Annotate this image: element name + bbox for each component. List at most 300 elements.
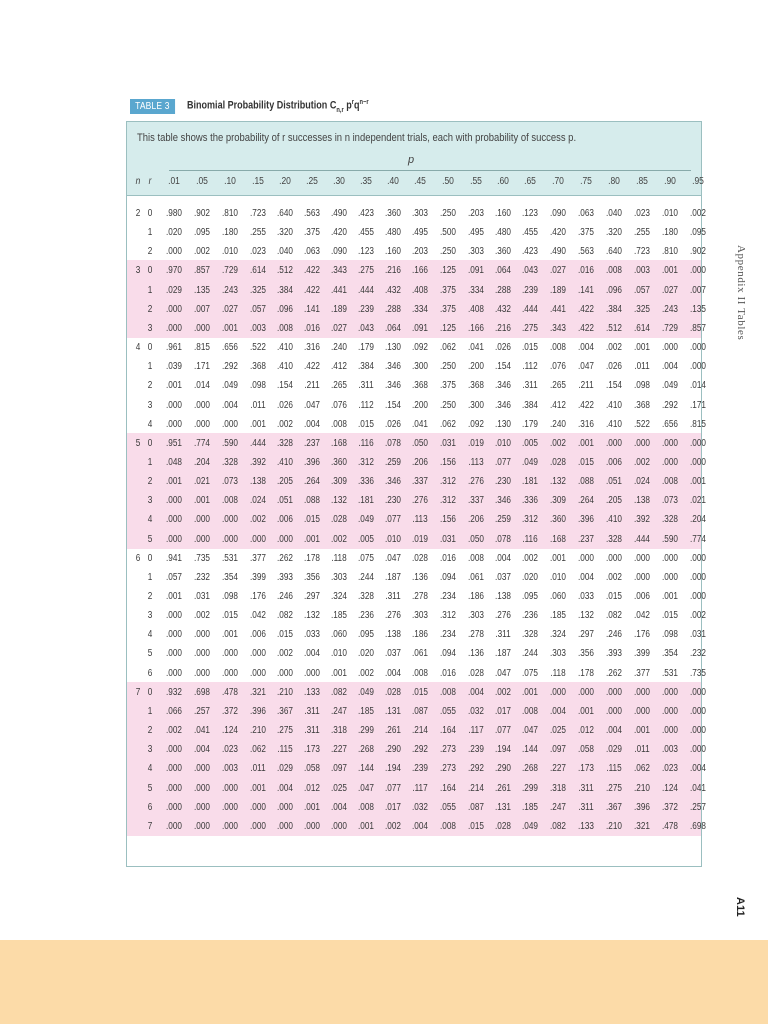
- probability-cell: .000: [194, 648, 210, 660]
- probability-cell: .113: [412, 514, 428, 526]
- probability-cell: .311: [358, 380, 374, 392]
- probability-cell: .563: [304, 208, 320, 219]
- probability-cell: .001: [222, 322, 238, 334]
- probability-cell: .039: [166, 361, 182, 373]
- probability-cell: .278: [412, 591, 428, 602]
- probability-cell: .008: [606, 265, 622, 277]
- probability-cell: .980: [166, 208, 182, 219]
- probability-cell: .393: [277, 571, 293, 583]
- probability-cell: .003: [250, 322, 266, 334]
- probability-cell: .000: [166, 763, 182, 775]
- probability-cell: .002: [690, 208, 706, 219]
- probability-cell: .444: [358, 284, 374, 296]
- probability-cell: .040: [606, 208, 622, 219]
- probability-cell: .001: [250, 418, 266, 430]
- probability-cell: .422: [304, 361, 320, 373]
- probability-cell: .303: [412, 610, 428, 622]
- probability-cell: .124: [662, 782, 678, 794]
- probability-cell: .410: [277, 342, 293, 354]
- probability-cell: .051: [277, 495, 293, 507]
- r-value: 1: [147, 227, 153, 239]
- probability-cell: .275: [358, 265, 374, 277]
- probability-cell: .255: [250, 227, 266, 239]
- probability-cell: .007: [690, 284, 706, 296]
- probability-cell: .000: [690, 437, 706, 449]
- probability-cell: .015: [412, 686, 428, 698]
- probability-cell: .073: [662, 495, 678, 507]
- running-head: Appendix II Tables: [735, 245, 747, 341]
- probability-cell: .091: [468, 265, 484, 277]
- probability-cell: .410: [277, 361, 293, 373]
- probability-cell: .002: [277, 418, 293, 430]
- probability-cell: .180: [662, 227, 678, 239]
- probability-cell: .563: [578, 246, 594, 258]
- probability-cell: .000: [690, 571, 706, 583]
- probability-cell: .171: [690, 399, 706, 411]
- probability-cell: .004: [468, 686, 484, 698]
- probability-cell: .211: [304, 380, 320, 392]
- probability-cell: .303: [412, 208, 428, 219]
- probability-cell: .420: [331, 227, 347, 239]
- probability-cell: .138: [634, 495, 650, 507]
- table-row: [127, 549, 706, 568]
- probability-cell: .041: [194, 725, 210, 737]
- probability-cell: .408: [412, 284, 428, 296]
- probability-cell: .247: [331, 705, 347, 717]
- probability-cell: .131: [385, 705, 401, 717]
- probability-cell: .200: [468, 361, 484, 373]
- probability-cell: .095: [522, 591, 538, 602]
- probability-cell: .423: [358, 208, 374, 219]
- column-header: .25: [306, 176, 318, 187]
- probability-cell: .004: [304, 648, 320, 660]
- probability-cell: .088: [304, 495, 320, 507]
- probability-cell: .422: [578, 303, 594, 315]
- probability-cell: .028: [468, 667, 484, 679]
- probability-cell: .399: [250, 571, 266, 583]
- probability-cell: .000: [166, 801, 182, 813]
- probability-cell: .324: [550, 629, 566, 641]
- probability-cell: .078: [495, 533, 511, 545]
- probability-cell: .090: [331, 246, 347, 258]
- probability-cell: .004: [578, 342, 594, 354]
- probability-cell: .047: [578, 361, 594, 373]
- probability-cell: .017: [495, 705, 511, 717]
- table-row: [127, 300, 706, 319]
- probability-cell: .112: [358, 399, 374, 411]
- probability-cell: .112: [522, 361, 538, 373]
- probability-cell: .010: [331, 648, 347, 660]
- probability-cell: .257: [690, 801, 706, 813]
- probability-cell: .000: [194, 418, 210, 430]
- probability-cell: .168: [550, 533, 566, 545]
- probability-cell: .368: [634, 399, 650, 411]
- probability-cell: .000: [194, 399, 210, 411]
- n-value: 3: [135, 265, 141, 277]
- probability-cell: .321: [250, 686, 266, 698]
- probability-cell: .027: [331, 322, 347, 334]
- probability-cell: .000: [662, 437, 678, 449]
- probability-cell: .334: [412, 303, 428, 315]
- probability-cell: .057: [250, 303, 266, 315]
- table-caption: [130, 97, 408, 115]
- probability-cell: .020: [522, 571, 538, 583]
- probability-cell: .094: [440, 571, 456, 583]
- column-header: .60: [497, 176, 509, 187]
- probability-cell: .312: [440, 610, 456, 622]
- probability-cell: .259: [385, 456, 401, 468]
- probability-cell: .097: [331, 763, 347, 775]
- r-value: 3: [147, 399, 153, 411]
- probability-cell: .432: [495, 303, 511, 315]
- probability-cell: .206: [468, 514, 484, 526]
- probability-cell: .000: [662, 552, 678, 564]
- probability-cell: .098: [222, 591, 238, 602]
- probability-cell: .384: [277, 284, 293, 296]
- probability-cell: .000: [606, 437, 622, 449]
- probability-cell: .040: [277, 246, 293, 258]
- probability-cell: .178: [304, 552, 320, 564]
- probability-cell: .002: [522, 552, 538, 564]
- probability-cell: .000: [194, 820, 210, 832]
- table-row: [127, 281, 706, 300]
- probability-cell: .292: [222, 361, 238, 373]
- probability-cell: .392: [634, 514, 650, 526]
- probability-cell: .210: [250, 725, 266, 737]
- probability-cell: .026: [385, 418, 401, 430]
- probability-cell: .095: [194, 227, 210, 239]
- probability-cell: .001: [578, 437, 594, 449]
- probability-cell: .243: [222, 284, 238, 296]
- probability-cell: .328: [522, 629, 538, 641]
- probability-cell: .214: [468, 782, 484, 794]
- r-value: 2: [147, 725, 153, 737]
- probability-cell: .077: [385, 782, 401, 794]
- probability-cell: .049: [358, 514, 374, 526]
- probability-cell: .048: [166, 456, 182, 468]
- r-value: 4: [147, 629, 153, 641]
- table-row: [127, 759, 706, 778]
- probability-cell: .360: [550, 514, 566, 526]
- binomial-table: [126, 121, 706, 867]
- probability-cell: .125: [440, 265, 456, 277]
- probability-cell: .337: [412, 476, 428, 488]
- probability-cell: .006: [250, 629, 266, 641]
- probability-cell: .025: [331, 782, 347, 794]
- r-value: 5: [147, 533, 153, 545]
- probability-cell: .027: [550, 265, 566, 277]
- probability-cell: .000: [634, 571, 650, 583]
- probability-cell: .205: [277, 476, 293, 488]
- probability-cell: .154: [495, 361, 511, 373]
- probability-cell: .941: [166, 552, 182, 564]
- probability-cell: .055: [440, 705, 456, 717]
- probability-cell: .203: [468, 208, 484, 219]
- probability-cell: .026: [606, 361, 622, 373]
- probability-cell: .246: [606, 629, 622, 641]
- r-value: 0: [147, 686, 153, 698]
- probability-cell: .000: [166, 418, 182, 430]
- probability-cell: .062: [634, 763, 650, 775]
- probability-cell: .004: [495, 552, 511, 564]
- probability-cell: .522: [634, 418, 650, 430]
- probability-cell: .246: [277, 591, 293, 602]
- probability-cell: .210: [634, 782, 650, 794]
- probability-cell: .902: [194, 208, 210, 219]
- probability-cell: .092: [412, 342, 428, 354]
- probability-cell: .031: [440, 533, 456, 545]
- probability-cell: .396: [634, 801, 650, 813]
- probability-cell: .375: [440, 380, 456, 392]
- probability-cell: .311: [522, 380, 538, 392]
- probability-cell: .000: [250, 801, 266, 813]
- probability-cell: .640: [277, 208, 293, 219]
- probability-cell: .097: [550, 744, 566, 756]
- probability-cell: .029: [166, 284, 182, 296]
- n-value: 5: [135, 437, 141, 449]
- probability-cell: .015: [304, 514, 320, 526]
- probability-cell: .096: [606, 284, 622, 296]
- probability-cell: .961: [166, 342, 182, 354]
- probability-cell: .275: [522, 322, 538, 334]
- table-row: [127, 817, 706, 836]
- probability-cell: .000: [194, 514, 210, 526]
- probability-cell: .423: [522, 246, 538, 258]
- probability-cell: .000: [578, 552, 594, 564]
- r-value: 1: [147, 456, 153, 468]
- probability-cell: .490: [331, 208, 347, 219]
- probability-cell: .311: [385, 591, 401, 602]
- probability-cell: .000: [690, 725, 706, 737]
- probability-cell: .186: [412, 629, 428, 641]
- probability-cell: .000: [194, 629, 210, 641]
- probability-cell: .010: [662, 208, 678, 219]
- r-value: 7: [147, 820, 153, 832]
- column-header: r: [148, 176, 152, 187]
- probability-cell: .132: [331, 495, 347, 507]
- probability-cell: .006: [606, 456, 622, 468]
- probability-cell: .311: [304, 725, 320, 737]
- probability-cell: .002: [194, 610, 210, 622]
- probability-cell: .000: [222, 782, 238, 794]
- probability-cell: .000: [166, 246, 182, 258]
- probability-cell: .049: [662, 380, 678, 392]
- probability-cell: .077: [385, 514, 401, 526]
- probability-cell: .312: [522, 514, 538, 526]
- probability-cell: .399: [634, 648, 650, 660]
- probability-cell: .336: [522, 495, 538, 507]
- probability-cell: .185: [550, 610, 566, 622]
- probability-cell: .432: [385, 284, 401, 296]
- probability-cell: .656: [222, 342, 238, 354]
- probability-cell: .010: [550, 571, 566, 583]
- probability-cell: .237: [304, 437, 320, 449]
- probability-cell: .216: [385, 265, 401, 277]
- probability-cell: .015: [222, 610, 238, 622]
- probability-cell: .063: [304, 246, 320, 258]
- probability-cell: .031: [194, 591, 210, 602]
- probability-cell: .001: [634, 342, 650, 354]
- probability-cell: .041: [690, 782, 706, 794]
- probability-cell: .008: [358, 801, 374, 813]
- table-row: [127, 664, 706, 683]
- probability-cell: .316: [304, 342, 320, 354]
- table-row: [127, 683, 706, 702]
- probability-cell: .375: [440, 284, 456, 296]
- probability-cell: .275: [277, 725, 293, 737]
- column-header: .55: [470, 176, 482, 187]
- probability-cell: .042: [250, 610, 266, 622]
- probability-cell: .512: [606, 322, 622, 334]
- probability-cell: .000: [662, 686, 678, 698]
- probability-cell: .343: [331, 265, 347, 277]
- probability-cell: .810: [662, 246, 678, 258]
- probability-cell: .004: [690, 763, 706, 775]
- probability-cell: .008: [468, 552, 484, 564]
- table-row: [127, 338, 706, 357]
- probability-cell: .058: [578, 744, 594, 756]
- probability-cell: .000: [194, 782, 210, 794]
- table-description: This table shows the probability of r successes in n independent trials, each with probability of success p.: [137, 132, 577, 144]
- probability-cell: .002: [277, 648, 293, 660]
- probability-cell: .042: [634, 610, 650, 622]
- probability-cell: .133: [578, 820, 594, 832]
- probability-cell: .173: [578, 763, 594, 775]
- probability-cell: .123: [522, 208, 538, 219]
- probability-cell: .640: [606, 246, 622, 258]
- probability-cell: .230: [385, 495, 401, 507]
- probability-cell: .117: [412, 782, 428, 794]
- r-value: 0: [147, 265, 153, 277]
- probability-cell: .077: [495, 456, 511, 468]
- probability-cell: .135: [194, 284, 210, 296]
- probability-cell: .047: [358, 782, 374, 794]
- probability-cell: .189: [550, 284, 566, 296]
- probability-cell: .441: [550, 303, 566, 315]
- probability-cell: .234: [440, 591, 456, 602]
- probability-cell: .092: [468, 418, 484, 430]
- probability-cell: .061: [468, 571, 484, 583]
- probability-cell: .590: [662, 533, 678, 545]
- probability-cell: .203: [412, 246, 428, 258]
- probability-cell: .857: [690, 322, 706, 334]
- probability-cell: .027: [662, 284, 678, 296]
- probability-cell: .729: [222, 265, 238, 277]
- r-value: 6: [147, 667, 153, 679]
- probability-cell: .000: [634, 552, 650, 564]
- probability-cell: .001: [690, 476, 706, 488]
- probability-cell: .239: [522, 284, 538, 296]
- probability-cell: .000: [222, 648, 238, 660]
- probability-cell: .115: [277, 744, 293, 756]
- probability-cell: .268: [358, 744, 374, 756]
- header-body-divider: [127, 195, 701, 196]
- probability-cell: .303: [331, 571, 347, 583]
- probability-cell: .000: [550, 686, 566, 698]
- probability-cell: .300: [468, 399, 484, 411]
- probability-cell: .141: [304, 303, 320, 315]
- probability-cell: .047: [522, 725, 538, 737]
- probability-cell: .512: [277, 265, 293, 277]
- probability-cell: .091: [412, 322, 428, 334]
- table-row: [127, 376, 706, 395]
- probability-cell: .239: [412, 763, 428, 775]
- probability-cell: .123: [358, 246, 374, 258]
- probability-cell: .368: [468, 380, 484, 392]
- probability-cell: .028: [412, 552, 428, 564]
- probability-cell: .375: [304, 227, 320, 239]
- probability-cell: .130: [385, 342, 401, 354]
- probability-cell: .000: [690, 265, 706, 277]
- column-header: .80: [608, 176, 620, 187]
- r-value: 3: [147, 322, 153, 334]
- probability-cell: .004: [662, 361, 678, 373]
- probability-cell: .004: [194, 744, 210, 756]
- probability-cell: .002: [385, 820, 401, 832]
- probability-cell: .311: [304, 705, 320, 717]
- probability-cell: .001: [166, 476, 182, 488]
- probability-cell: .000: [662, 571, 678, 583]
- probability-cell: .001: [166, 380, 182, 392]
- column-header: .85: [636, 176, 648, 187]
- probability-cell: .478: [222, 686, 238, 698]
- probability-cell: .004: [304, 418, 320, 430]
- probability-cell: .001: [304, 801, 320, 813]
- probability-cell: .318: [550, 782, 566, 794]
- table-row: [127, 242, 706, 261]
- probability-cell: .522: [250, 342, 266, 354]
- probability-cell: .037: [495, 571, 511, 583]
- table-row: [127, 702, 706, 721]
- column-header: .50: [442, 176, 454, 187]
- probability-cell: .023: [634, 208, 650, 219]
- table-row: [127, 798, 706, 817]
- probability-cell: .356: [578, 648, 594, 660]
- probability-cell: .300: [412, 361, 428, 373]
- probability-cell: .166: [468, 322, 484, 334]
- probability-cell: .008: [550, 342, 566, 354]
- probability-cell: .000: [250, 667, 266, 679]
- probability-cell: .185: [522, 801, 538, 813]
- table-header: [127, 122, 704, 195]
- r-value: 0: [147, 552, 153, 564]
- table-title: Binomial Probability Distribution $C_{n,r}$ $p^rq^{n-r}$: [186, 98, 369, 114]
- column-header: .65: [524, 176, 536, 187]
- table-row: [127, 740, 706, 759]
- probability-cell: .375: [440, 303, 456, 315]
- probability-cell: .049: [358, 686, 374, 698]
- probability-cell: .098: [250, 380, 266, 392]
- probability-cell: .210: [277, 686, 293, 698]
- probability-cell: .240: [331, 342, 347, 354]
- probability-cell: .377: [250, 552, 266, 564]
- probability-cell: .180: [222, 227, 238, 239]
- probability-cell: .001: [662, 265, 678, 277]
- probability-cell: .375: [578, 227, 594, 239]
- probability-cell: .003: [222, 763, 238, 775]
- probability-cell: .422: [304, 265, 320, 277]
- probability-cell: .004: [578, 571, 594, 583]
- probability-cell: .261: [385, 725, 401, 737]
- r-value: 1: [147, 361, 153, 373]
- probability-cell: .087: [468, 801, 484, 813]
- probability-cell: .227: [331, 744, 347, 756]
- r-value: 4: [147, 514, 153, 526]
- probability-cell: .098: [662, 629, 678, 641]
- probability-cell: .017: [385, 801, 401, 813]
- table-row: [127, 396, 706, 415]
- probability-cell: .412: [331, 361, 347, 373]
